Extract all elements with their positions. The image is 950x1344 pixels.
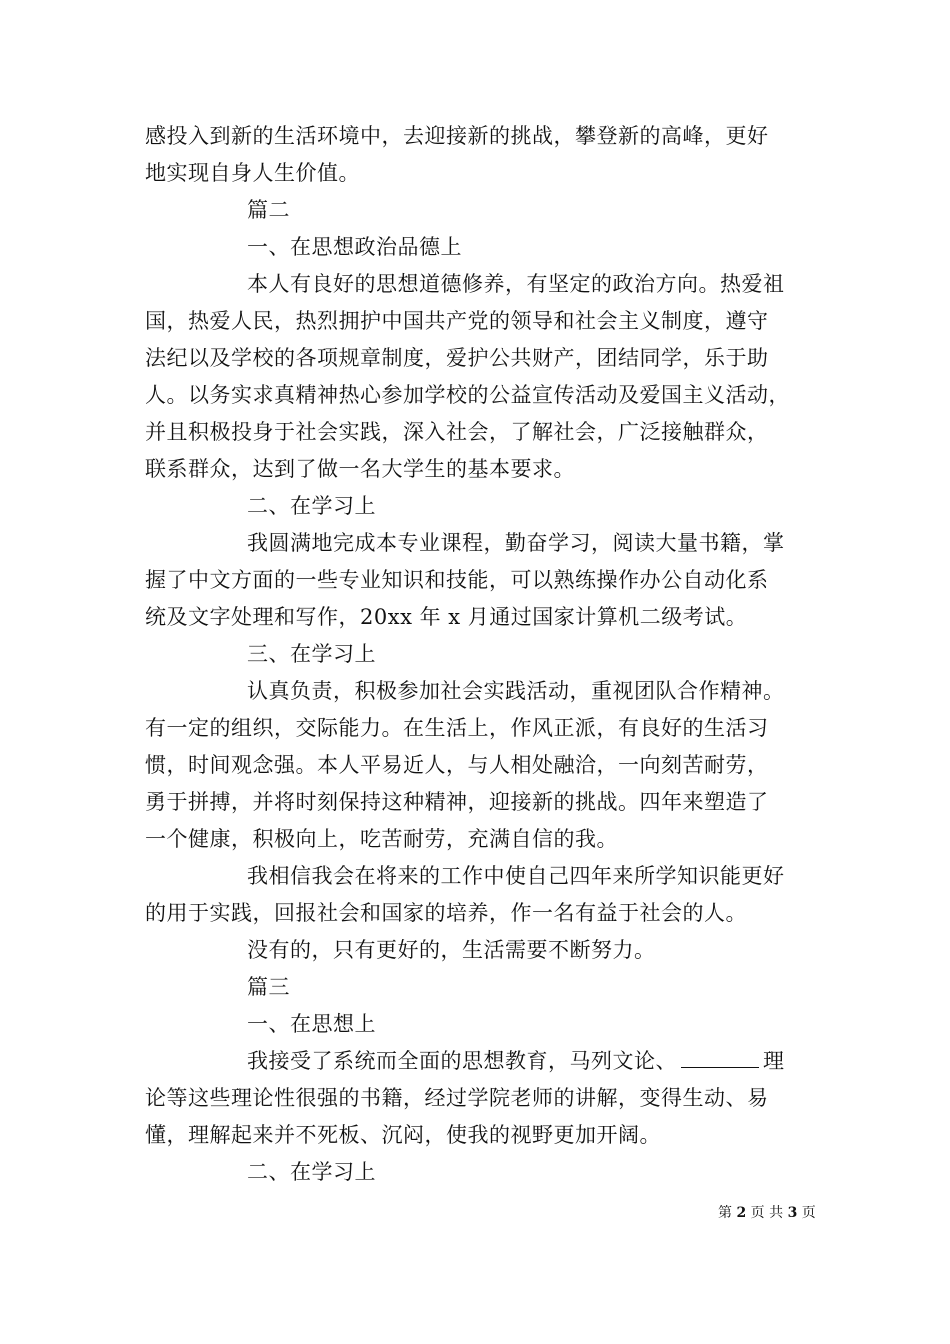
section-heading: 篇二 [247, 198, 290, 222]
text-line: 一个健康，积极向上，吃苦耐劳，充满自信的我。 [145, 827, 618, 851]
subsection-heading: 一、在思想政治品德上 [247, 235, 462, 259]
text-line: 并且积极投身于社会实践，深入社会，了解社会，广泛接触群众， [145, 420, 769, 444]
text-line: 认真负责，积极参加社会实践活动，重视团队合作精神。 [247, 679, 785, 703]
subsection-heading: 二、在学习上 [247, 494, 376, 518]
fill-in-blank [681, 1047, 759, 1068]
text-line: 的用于实践，回报社会和国家的培养，作一名有益于社会的人。 [145, 901, 747, 925]
text-line-with-blank [145, 1043, 825, 1080]
text-fragment: 我接受了系统而全面的思想教育，马列文论、 [247, 1049, 677, 1073]
text-line: 法纪以及学校的各项规章制度，爱护公共财产，团结同学，乐于助 [145, 346, 769, 370]
text-line: 有一定的组织，交际能力。在生活上，作风正派，有良好的生活习 [145, 716, 769, 740]
text-line: 地实现自身人生价值。 [145, 161, 360, 185]
subsection-heading: 二、在学习上 [247, 1160, 376, 1184]
text-line: 没有的，只有更好的，生活需要不断努力。 [247, 938, 656, 962]
text-fragment: 理 [763, 1049, 785, 1073]
text-line: 论等这些理论性很强的书籍，经过学院老师的讲解，变得生动、易 [145, 1086, 769, 1110]
text-line: 联系群众，达到了做一名大学生的基本要求。 [145, 457, 575, 481]
footer-middle: 页 共 [750, 1205, 784, 1221]
text-line: 本人有良好的思想道德修养，有坚定的政治方向。热爱祖 [247, 272, 785, 296]
text-line: 惯，时间观念强。本人平易近人，与人相处融洽，一向刻苦耐劳， [145, 753, 769, 777]
text-line: 懂，理解起来并不死板、沉闷，使我的视野更加开阔。 [145, 1123, 661, 1147]
footer-total-pages: 3 [787, 1205, 798, 1221]
text-line: 人。以务实求真精神热心参加学校的公益宣传活动及爱国主义活动， [145, 383, 790, 407]
text-line: 我圆满地完成本专业课程，勤奋学习，阅读大量书籍，掌 [247, 531, 785, 555]
document-body [145, 118, 825, 1191]
footer-suffix: 页 [801, 1205, 816, 1221]
text-line: 我相信我会在将来的工作中使自己四年来所学知识能更好 [247, 864, 785, 888]
text-line: 握了中文方面的一些专业知识和技能，可以熟练操作办公自动化系 [145, 568, 769, 592]
footer-page-number: 2 [736, 1205, 747, 1221]
text-line: 国，热爱人民，热烈拥护中国共产党的领导和社会主义制度，遵守 [145, 309, 769, 333]
page-footer [718, 1202, 816, 1222]
subsection-heading: 一、在思想上 [247, 1012, 376, 1036]
text-line: 感投入到新的生活环境中，去迎接新的挑战，攀登新的高峰，更好 [145, 124, 769, 148]
subsection-heading: 三、在学习上 [247, 642, 376, 666]
text-line: 统及文字处理和写作，20xx 年 x 月通过国家计算机二级考试。 [145, 605, 748, 629]
text-line: 勇于拼搏，并将时刻保持这种精神，迎接新的挑战。四年来塑造了 [145, 790, 769, 814]
section-heading: 篇三 [247, 975, 290, 999]
footer-prefix: 第 [718, 1205, 732, 1221]
